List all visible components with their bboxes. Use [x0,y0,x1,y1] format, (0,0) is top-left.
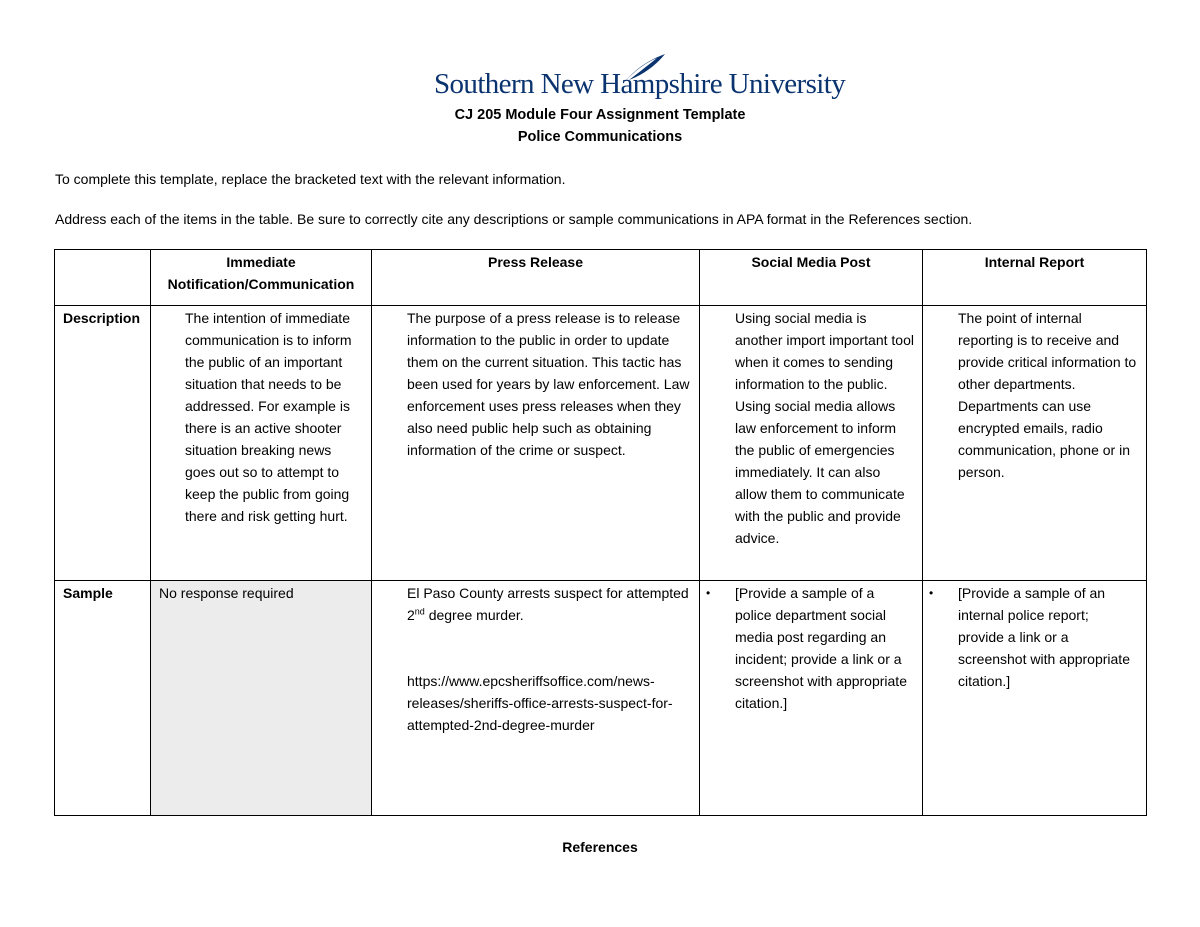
bullet-icon: • [706,586,711,600]
header-immediate-notification [151,250,372,306]
instruction-line-2: Address each of the items in the table. Be sure to correctly cite any descriptions or sample communications in APA format in the References section. [55,211,973,227]
cell-text: No response required [159,585,294,601]
header-internal-report [923,250,1147,306]
cell-text: Using social media is another import important tool when it comes to sending information to the public. Using social media allows law enforcement to inform the public of emergencies immediately. It can also allow them to communicate with the public and provide advice. [735,310,914,546]
sample-social-media-cell[interactable] [700,581,923,816]
sample-row [55,581,1147,816]
sample-row-label [55,581,151,816]
university-logo [434,52,846,104]
sample-headline-end: degree murder. [424,607,524,623]
description-row [55,306,1147,581]
header-corner-cell [55,250,151,306]
logo-wordmark: Southern New Hampshire University [434,68,846,100]
description-press-release-cell[interactable] [372,306,700,581]
sample-press-release-cell[interactable] [372,581,700,816]
header-label: Immediate Notification/Communication [167,254,355,292]
sample-link[interactable]: https://www.epcsheriffsoffice.com/news-releases/sheriffs-office-arrests-suspect-for-attempted-2nd-degree-murder [407,673,673,733]
instruction-line-1: To complete this template, replace the bracketed text with the relevant information. [55,171,566,187]
assignment-table [54,249,1147,816]
description-row-label [55,306,151,581]
header-label: Internal Report [984,254,1085,270]
header-press-release [372,250,700,306]
description-internal-report-cell[interactable] [923,306,1147,581]
row-label-text: Description [63,310,141,326]
cell-text [372,581,699,736]
cell-text: [Provide a sample of an internal police report; provide a link or a screenshot with appropriate citation.] [958,585,1130,689]
header-social-media-post [700,250,923,306]
cell-text: [Provide a sample of a police department social media post regarding an incident; provide a link or a screenshot with appropriate citation.] [735,585,907,711]
row-label-text: Sample [63,585,113,601]
sample-headline: El Paso County arrests suspect for attempted 2 [407,585,689,623]
description-social-media-cell[interactable] [700,306,923,581]
sample-immediate-cell [151,581,372,816]
bullet-icon: • [929,586,934,600]
header-label: Social Media Post [751,254,871,270]
cell-text: The intention of immediate communication is to inform the public of an important situation that needs to be addressed. For example is there is an active shooter situation breaking news goes out so to attempt to keep the public from going there and risk getting hurt. [185,310,352,524]
header-label: Press Release [488,254,583,270]
document-title: CJ 205 Module Four Assignment Template [454,107,746,123]
cell-text: The point of internal reporting is to receive and provide critical information to other departments. Departments can use encrypted emails, radio communication, phone or in person. [958,310,1137,480]
references-heading: References [562,839,638,855]
description-immediate-cell[interactable] [151,306,372,581]
cell-text: The purpose of a press release is to release information to the public in order to update them on the current situation. This tactic has been used for years by law enforcement. Law enforcement uses press releases when they also need public help such as obtaining information of the crime or suspect. [407,310,690,458]
document-subtitle: Police Communications [517,129,683,145]
sample-internal-report-cell[interactable] [923,581,1147,816]
ordinal-superscript: nd [414,606,425,617]
table-header-row [55,250,1147,306]
